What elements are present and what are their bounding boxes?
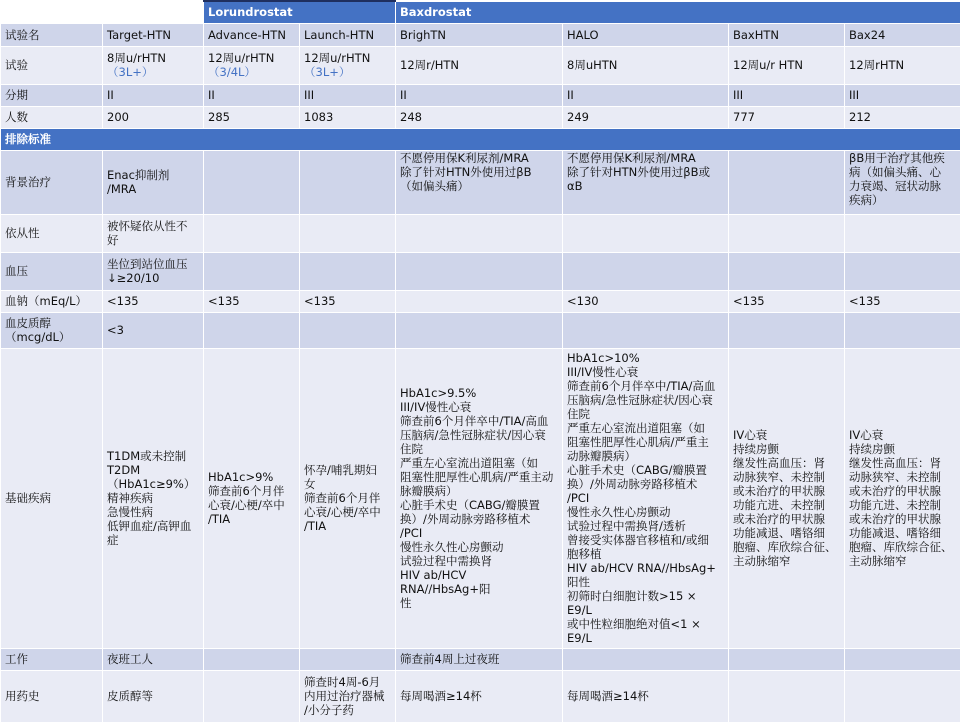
cell: <135 — [729, 290, 845, 312]
trial-duration: 8周u/rHTN — [107, 51, 166, 65]
cell: 12周u/r HTN — [729, 46, 845, 84]
cell: 285 — [204, 106, 300, 128]
cell: III — [729, 84, 845, 106]
exclusion-section-header — [1, 128, 960, 150]
cell: 249 — [563, 106, 729, 128]
cell: Advance-HTN — [204, 23, 300, 46]
work-row — [1, 648, 960, 670]
cell: IV心衰 持续房颤 继发性高血压：肾 动脉狭窄、未控制 或未治疗的甲状腺 功能亢进、未控制 或未治疗的甲状腺 功能减退、嗜铬细 胞瘤、库欣综合征、 主动脉缩窄 — [845, 348, 960, 648]
row-label: 试验 — [1, 46, 103, 84]
cell — [204, 214, 300, 252]
cell — [204, 312, 300, 348]
background-therapy-row — [1, 150, 960, 214]
cell: <135 — [204, 290, 300, 312]
cell — [396, 252, 563, 290]
cell: IV心衰 持续房颤 继发性高血压：肾 动脉狭窄、未控制 或未治疗的甲状腺 功能亢进、未控制 或未治疗的甲状腺 功能减退、嗜铬细 胞瘤、库欣综合征、 主动脉缩窄 — [729, 348, 845, 648]
cell: 夜班工人 — [103, 648, 204, 670]
cell: II — [103, 84, 204, 106]
cell: βB用于治疗其他疾 病（如偏头痛、心 力衰竭、冠状动脉 疾病） — [845, 150, 960, 214]
cell: 筛查时4周-6月 内用过治疗器械 /小分子药 — [300, 670, 396, 722]
cell: 777 — [729, 106, 845, 128]
cell — [845, 214, 960, 252]
drug-group-baxdrostat: Baxdrostat — [396, 1, 960, 23]
cell — [729, 670, 845, 722]
adherence-row — [1, 214, 960, 252]
cell — [563, 214, 729, 252]
cell — [729, 648, 845, 670]
trial-name-row — [1, 23, 960, 46]
cell — [204, 648, 300, 670]
sodium-row — [1, 290, 960, 312]
cell — [845, 648, 960, 670]
cell: HbA1c>9.5% III/IV慢性心衰 筛查前6个月伴卒中/TIA/高血 压脑病/急性冠脉症状/因心衰 住院 严重左心室流出道阻塞（如 阻塞性肥厚性心肌病/严重主动 脉瓣膜病） 心脏手术史（CABG/瓣膜置 换）/外周动脉旁路移植术 /PCI 慢性永久性心房颤动 试验过程中需换肾 HIV ab/HCV RNA//HbsAg+阳 性 — [396, 348, 563, 648]
row-label: 背景治疗 — [1, 150, 103, 214]
medication-history-row — [1, 670, 960, 722]
row-label: 用药史 — [1, 670, 103, 722]
cell: 248 — [396, 106, 563, 128]
cell — [300, 150, 396, 214]
blood-pressure-row — [1, 252, 960, 290]
cell: 被怀疑依从性不 好 — [103, 214, 204, 252]
row-label: 人数 — [1, 106, 103, 128]
sample-size-row — [1, 106, 960, 128]
cell: 12周r/HTN — [396, 46, 563, 84]
cell: 皮质醇等 — [103, 670, 204, 722]
cell — [563, 252, 729, 290]
cell — [103, 46, 204, 84]
trial-line-note: （3L+） — [107, 65, 154, 79]
cell — [845, 252, 960, 290]
cell: <130 — [563, 290, 729, 312]
cell — [845, 312, 960, 348]
row-label: 试验名 — [1, 23, 103, 46]
cell: Enac抑制剂 /MRA — [103, 150, 204, 214]
cell: II — [563, 84, 729, 106]
cell — [845, 670, 960, 722]
cell: BrighTN — [396, 23, 563, 46]
row-label: 血压 — [1, 252, 103, 290]
cortisol-row — [1, 312, 960, 348]
cell: Launch-HTN — [300, 23, 396, 46]
cell: 12周rHTN — [845, 46, 960, 84]
cell — [300, 648, 396, 670]
cell: HbA1c>9% 筛查前6个月伴 心衰/心梗/卒中 /TIA — [204, 348, 300, 648]
cell: 不愿停用保K利尿剂/MRA 除了针对HTN外使用过βB （如偏头痛） — [396, 150, 563, 214]
cell — [563, 648, 729, 670]
cell: 不愿停用保K利尿剂/MRA 除了针对HTN外使用过βB或 αB — [563, 150, 729, 214]
trial-design-row — [1, 46, 960, 84]
trial-line-note: （3L+） — [304, 65, 351, 79]
cell: 200 — [103, 106, 204, 128]
trial-line-note: （3/4L） — [208, 65, 256, 79]
cell: 筛查前4周上过夜班 — [396, 648, 563, 670]
cell — [729, 252, 845, 290]
trial-duration: 12周u/rHTN — [304, 51, 371, 65]
row-label: 血皮质醇 （mcg/dL） — [1, 312, 103, 348]
comorbidity-row — [1, 348, 960, 648]
row-label: 基础疾病 — [1, 348, 103, 648]
cell: 每周喝酒≥14杯 — [396, 670, 563, 722]
phase-row — [1, 84, 960, 106]
row-label: 血钠（mEq/L） — [1, 290, 103, 312]
cell: HbA1c>10% III/IV慢性心衰 筛查前6个月伴卒中/TIA/高血 压脑病/急性冠脉症状/因心衰 住院 严重左心室流出道阻塞（如 阻塞性肥厚性心肌病/严重主 动脉瓣膜病） 心脏手术史（CABG/瓣膜置 换）/外周动脉旁路移植术 /PCI 慢性永久性心房颤动 试验过程中需换肾/透析 曾接受实体器官移植和/或细 胞移植 HIV ab/HCV RNA//HbsAg+ 阳性 初筛时白细胞计数>15 × E9/L 或中性粒细胞绝对值<1 × E9/L — [563, 348, 729, 648]
cell — [204, 46, 300, 84]
cell: 1083 — [300, 106, 396, 128]
cell — [729, 214, 845, 252]
cell: HALO — [563, 23, 729, 46]
cell — [396, 290, 563, 312]
cell: T1DM或未控制 T2DM （HbA1c≥9%） 精神疾病 急慢性病 低钾血症/高钾血 症 — [103, 348, 204, 648]
cell — [300, 252, 396, 290]
cell: 怀孕/哺乳期妇 女 筛查前6个月伴 心衰/心梗/卒中 /TIA — [300, 348, 396, 648]
cell — [204, 150, 300, 214]
cell: Target-HTN — [103, 23, 204, 46]
cell: Bax24 — [845, 23, 960, 46]
header-blank-cell — [103, 1, 204, 23]
cell: II — [396, 84, 563, 106]
cell: <135 — [845, 290, 960, 312]
cell: <135 — [300, 290, 396, 312]
cell — [204, 670, 300, 722]
cell: III — [845, 84, 960, 106]
cell: BaxHTN — [729, 23, 845, 46]
cell: 212 — [845, 106, 960, 128]
trial-duration: 12周u/rHTN — [208, 51, 275, 65]
cell — [204, 252, 300, 290]
cell: II — [204, 84, 300, 106]
cell — [563, 312, 729, 348]
cell — [396, 214, 563, 252]
header-blank-cell — [1, 1, 103, 23]
cell — [300, 214, 396, 252]
cell — [729, 312, 845, 348]
row-label: 依从性 — [1, 214, 103, 252]
cell: III — [300, 84, 396, 106]
cell — [300, 312, 396, 348]
section-title: 排除标准 — [1, 128, 960, 150]
drug-group-header-row — [1, 1, 960, 23]
cell: 坐位到站位血压 ↓≥20/10 — [103, 252, 204, 290]
drug-group-lorundrostat: Lorundrostat — [204, 1, 396, 23]
cell: 8周uHTN — [563, 46, 729, 84]
row-label: 分期 — [1, 84, 103, 106]
cell: <135 — [103, 290, 204, 312]
cell: <3 — [103, 312, 204, 348]
cell — [729, 150, 845, 214]
row-label: 工作 — [1, 648, 103, 670]
cell — [396, 312, 563, 348]
cell — [300, 46, 396, 84]
cell: 每周喝酒≥14杯 — [563, 670, 729, 722]
